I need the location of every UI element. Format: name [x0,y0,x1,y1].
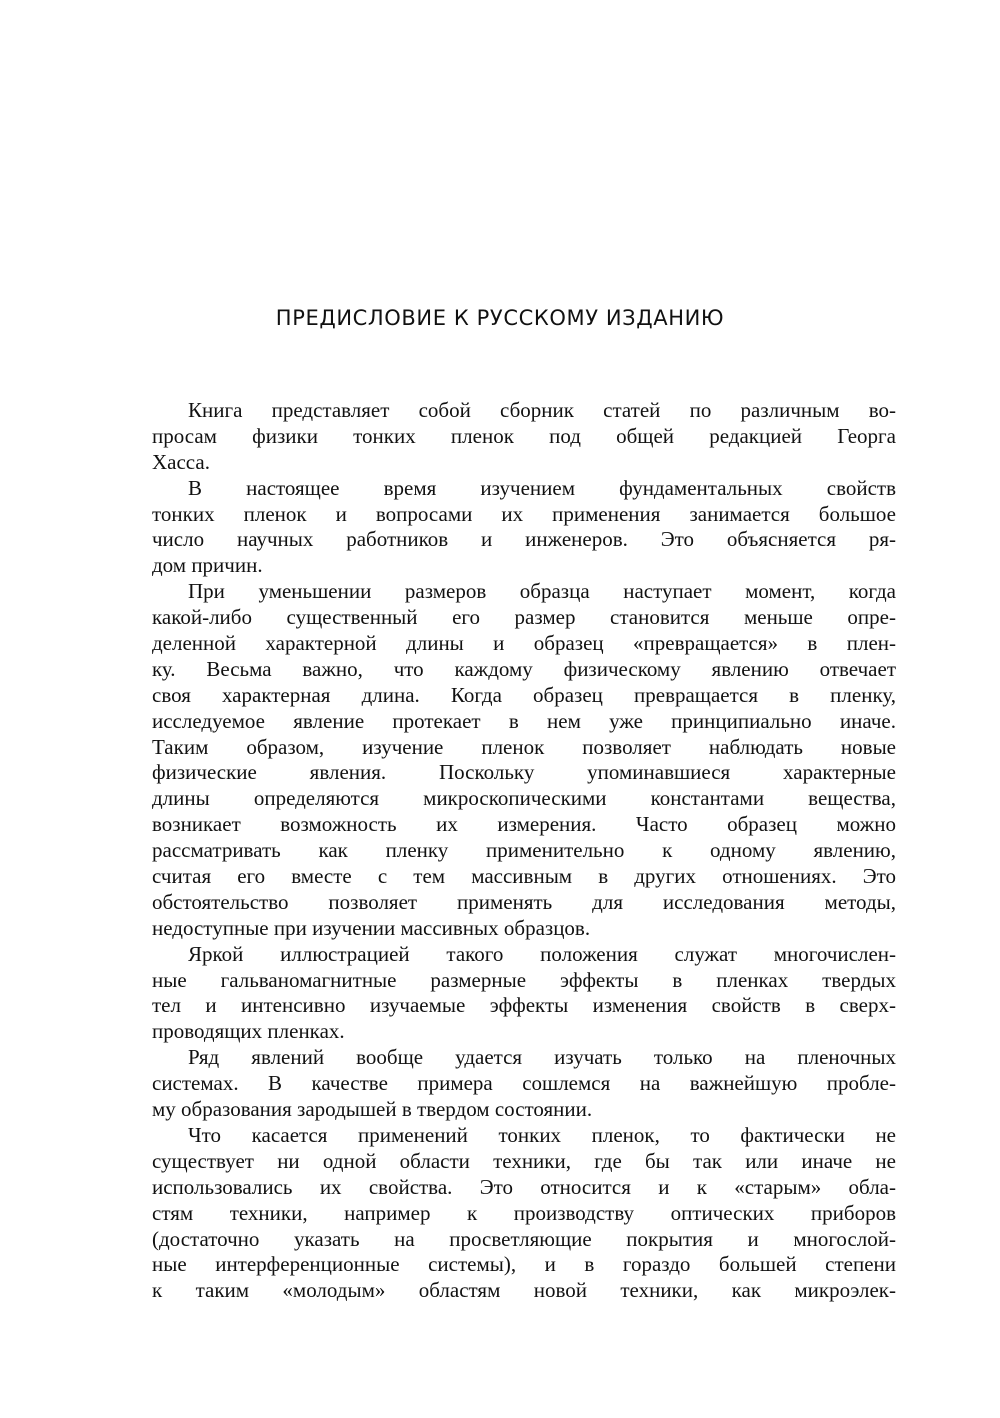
text-line: недоступные при изучении массивных образцов. [152,915,591,940]
text-line: исследуемое явление протекает в нем уже принципиально иначе. [152,708,896,733]
text-line: В настоящее время изучением фундаментальных свойств [188,475,896,500]
text-line: обстоятельство позволяет применять для исследования методы, [152,889,896,914]
text-line: деленной характерной длины и образец «превращается» в плен- [152,631,896,656]
text-line: тонких пленок и вопросами их применения занимается большое [152,501,896,526]
text-line: своя характерная длина. Когда образец превращается в пленку, [152,682,896,707]
text-line: Таким образом, изучение пленок позволяет наблюдать новые [152,734,896,759]
text-line: При уменьшении размеров образца наступает момент, когда [188,579,896,604]
text-line: использовались их свойства. Это относится и к «старым» обла- [152,1174,896,1199]
text-line: существует ни одной области техники, где бы так или иначе не [152,1148,896,1173]
text-line: просам физики тонких пленок под общей редакцией Георга [152,423,896,448]
text-line: дом причин. [152,553,263,578]
text-line: Хасса. [152,449,210,474]
text-line: число научных работников и инженеров. Это объясняется ря- [152,527,896,552]
text-line: Книга представляет собой сборник статей по различным во- [188,398,896,422]
text-line: стям техники, например к производству оптических приборов [152,1200,896,1225]
text-line: (достаточно указать на просветляющие покрытия и многослой- [152,1226,896,1251]
text-line: Ряд явлений вообще удается изучать только на пленочных [188,1045,896,1070]
text-line: тел и интенсивно изучаемые эффекты изменения свойств в сверх- [152,993,896,1018]
body-text [152,398,896,1304]
text-line: Яркой иллюстрацией такого положения служат многочислен- [188,941,896,966]
text-line: ку. Весьма важно, что каждому физическому явлению отвечает [152,656,896,681]
text-line: ные гальваномагнитные размерные эффекты в пленках твердых [152,967,896,992]
text-line: системах. В качестве примера сошлемся на важнейшую пробле- [152,1071,896,1096]
text-line: какой-либо существенный его размер становится меньше опре- [152,605,896,630]
text-line: длины определяются микроскопическими константами вещества, [152,786,896,811]
text-line: му образования зародышей в твердом состоянии. [152,1097,593,1122]
text-line: рассматривать как пленку применительно к одному явлению, [152,838,896,863]
text-line: считая его вместе с тем массивным в других отношениях. Это [152,864,896,889]
text-line: Что касается применений тонких пленок, то фактически не [188,1122,896,1147]
text-line: к таким «молодым» областям новой техники, как микроэлек- [152,1278,896,1303]
text-line: физические явления. Поскольку упоминавшиеся характерные [152,760,896,785]
text-line: ные интерференционные системы), и в гораздо большей степени [152,1252,896,1277]
text-line: проводящих пленках. [152,1019,345,1044]
page-title: ПРЕДИСЛОВИЕ К РУССКОМУ ИЗДАНИЮ [275,306,725,330]
text-line: возникает возможность их измерения. Часто образец можно [152,812,896,837]
